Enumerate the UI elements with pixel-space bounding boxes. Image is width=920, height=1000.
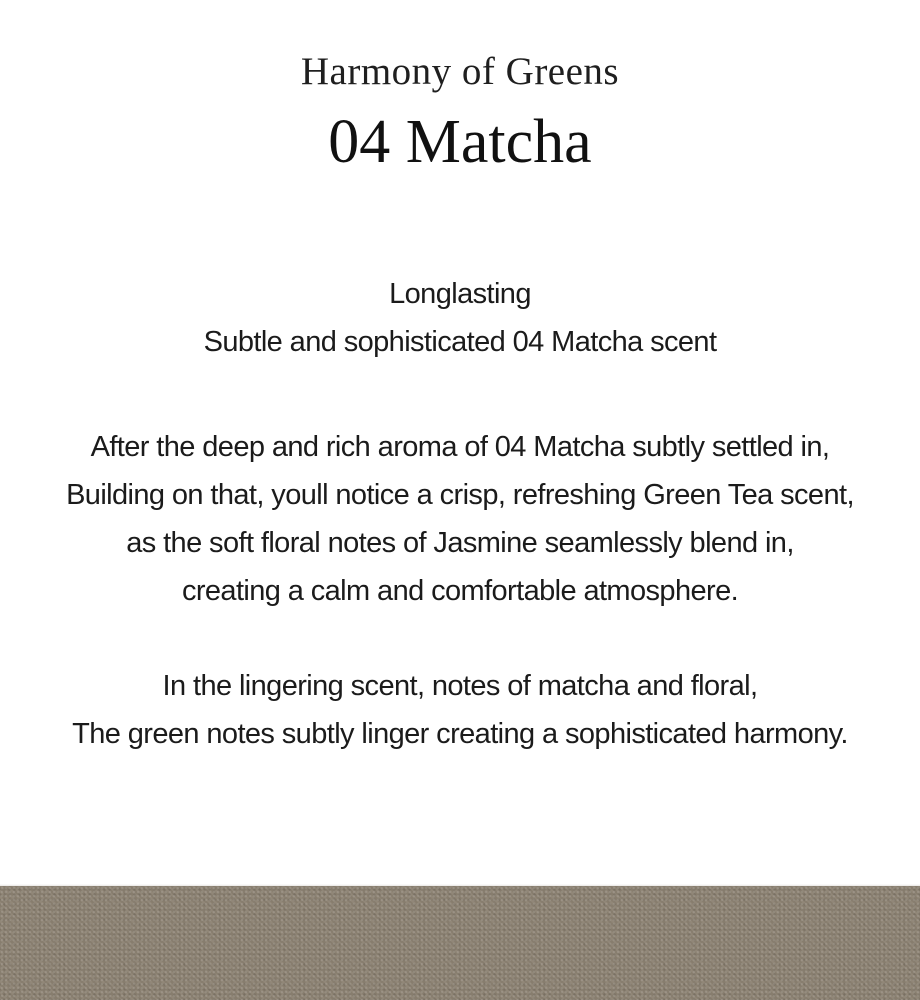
description-line: After the deep and rich aroma of 04 Matcha subtly settled in, bbox=[90, 431, 830, 463]
intro-block bbox=[0, 270, 920, 366]
description-line: as the soft floral notes of Jasmine seamlessly blend in, bbox=[126, 527, 794, 559]
finish-line: The green notes subtly linger creating a sophisticated harmony. bbox=[72, 718, 848, 750]
description-line: Building on that, youll notice a crisp, refreshing Green Tea scent, bbox=[66, 479, 854, 511]
description-block bbox=[0, 423, 920, 615]
intro-line: Subtle and sophisticated 04 Matcha scent bbox=[203, 326, 717, 358]
description-line: creating a calm and comfortable atmosphere. bbox=[181, 575, 739, 607]
finish-line: In the lingering scent, notes of matcha and floral, bbox=[162, 670, 758, 702]
product-header bbox=[0, 46, 920, 180]
collection-subtitle: Harmony of Greens bbox=[300, 50, 620, 93]
finish-block bbox=[0, 662, 920, 758]
product-title: 04 Matcha bbox=[328, 108, 592, 176]
intro-line: Longlasting bbox=[389, 278, 531, 310]
fabric-texture-image bbox=[0, 886, 920, 1000]
